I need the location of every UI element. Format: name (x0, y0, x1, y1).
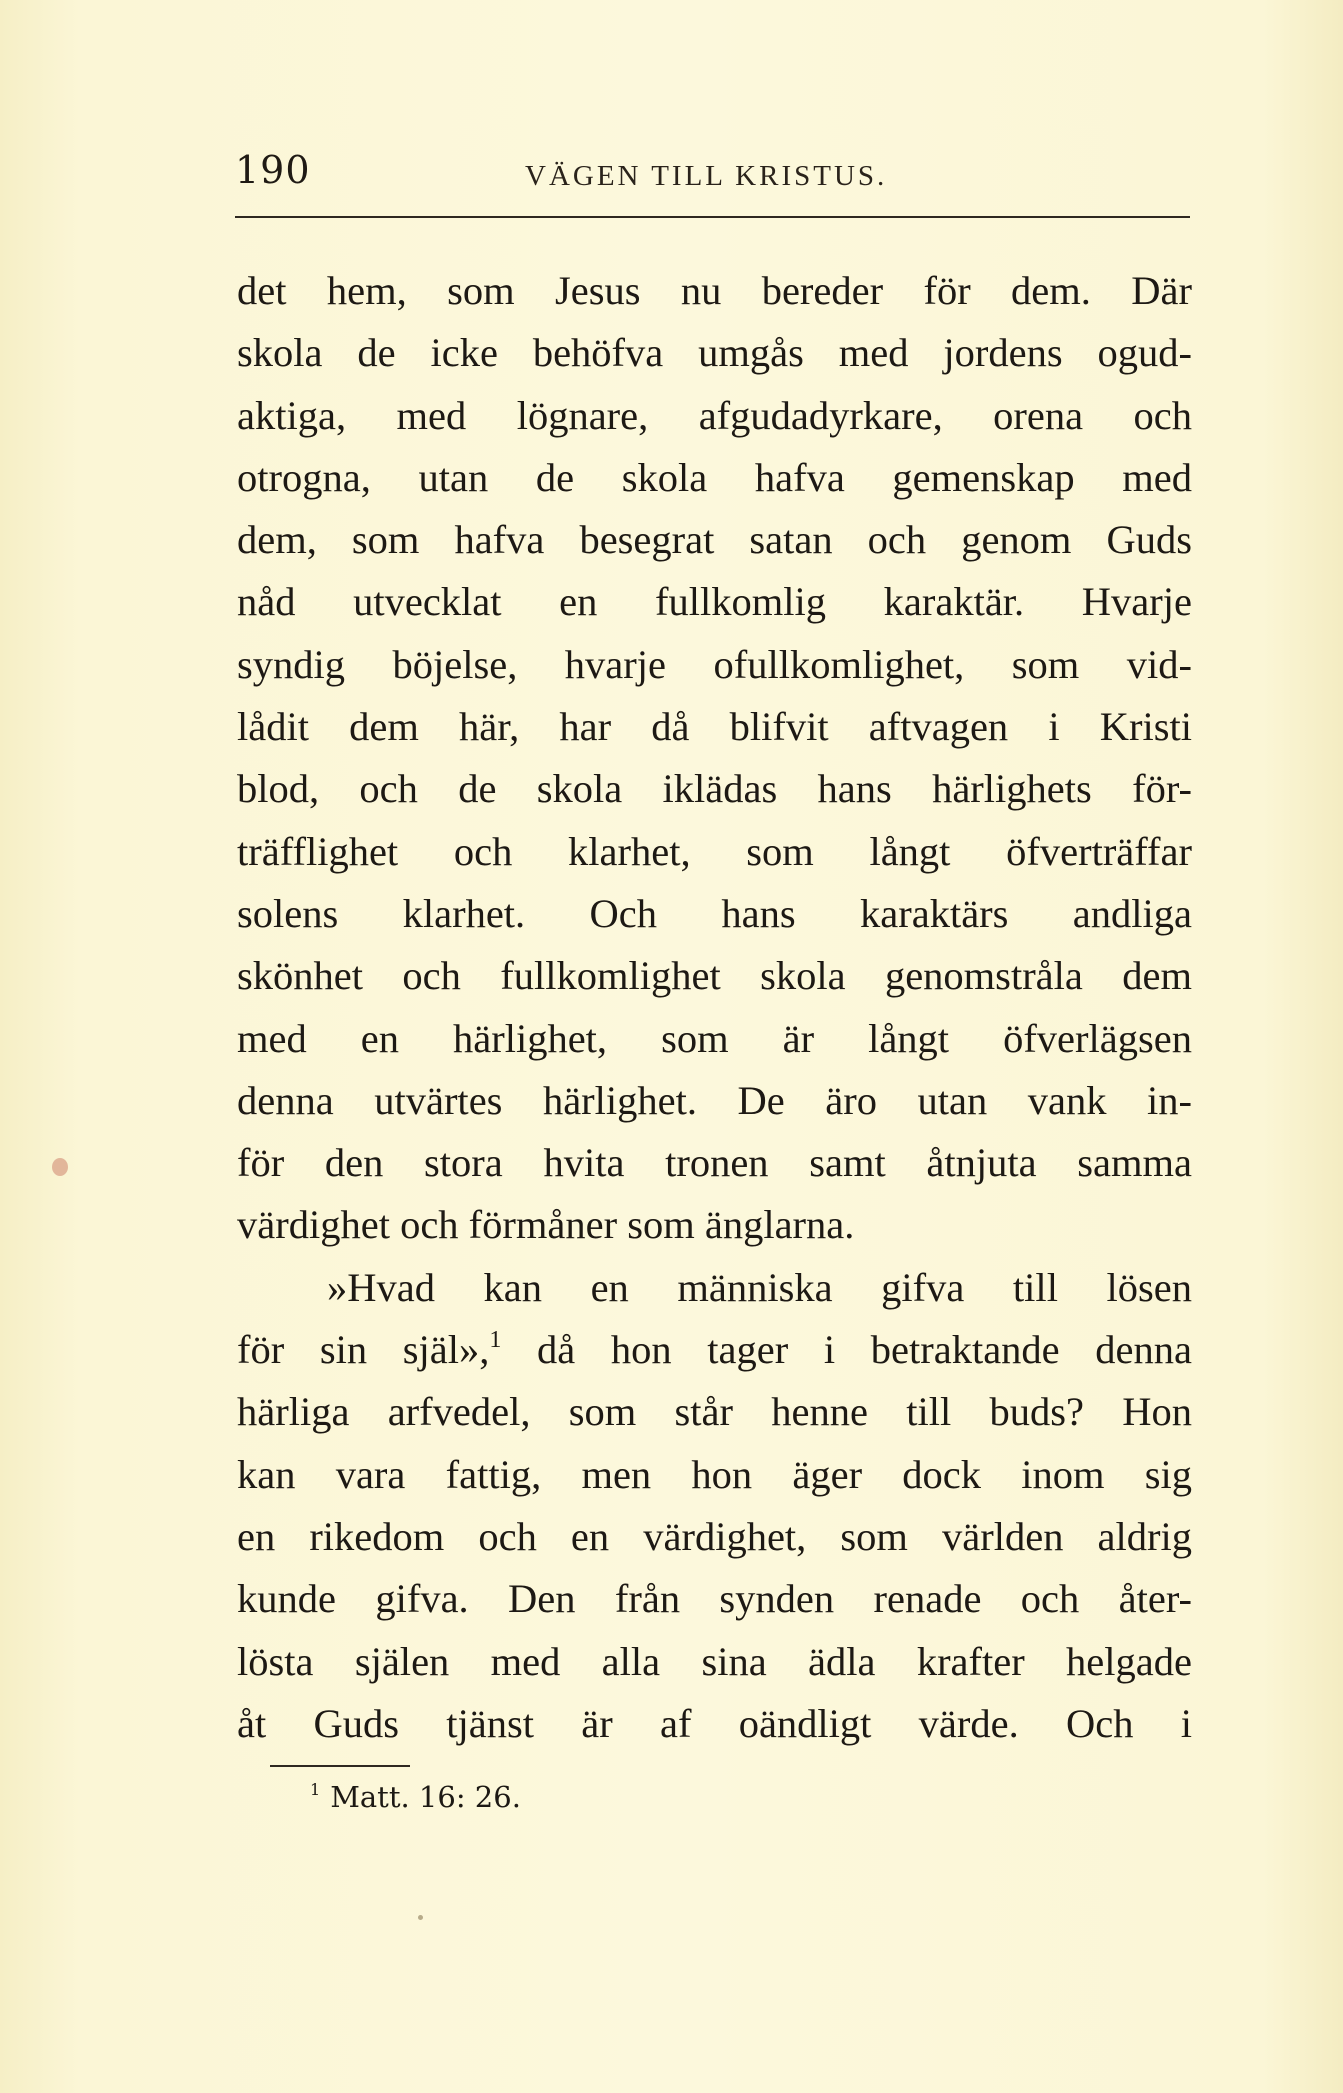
text-line: syndig böjelse, hvarje ofullkomlighet, som vid- (237, 641, 1192, 687)
text-fragment: för sin själ», (237, 1327, 490, 1373)
text-line: kan vara fattig, men hon äger dock inom sig (237, 1451, 1192, 1497)
page-header (235, 148, 1195, 208)
text-line: skönhet och fullkomlighet skola genomstråla dem (237, 953, 1192, 999)
text-line: dem, som hafva besegrat satan och genom Guds (237, 517, 1192, 563)
header-divider (235, 216, 1190, 218)
text-line: det hem, som Jesus nu bereder för dem. Där (237, 268, 1192, 313)
paper-stain (52, 1158, 68, 1176)
text-line: härliga arfvedel, som står henne till buds? Hon (237, 1389, 1192, 1435)
paragraph-start-line: »Hvad kan en människa gifva till lösen (327, 1264, 1192, 1310)
text-line: denna utvärtes härlighet. De äro utan vank in- (237, 1077, 1192, 1123)
text-line: skola de icke behöfva umgås med jordens ogud- (237, 330, 1192, 376)
paper-stain (418, 1915, 423, 1920)
text-line: lösta själen med alla sina ädla krafter helgade (237, 1638, 1192, 1684)
text-line: för den stora hvita tronen samt åtnjuta samma (237, 1140, 1192, 1186)
text-line: nåd utvecklat en fullkomlig karaktär. Hvarje (237, 579, 1192, 625)
text-line-with-footnote (237, 1319, 1192, 1381)
footnote-text: Matt. 16: 26. (330, 1780, 521, 1814)
footnote-reference: 1 (489, 1327, 502, 1354)
text-line: blod, och de skola iklädas hans härlighets för- (237, 766, 1192, 812)
footnote (310, 1780, 521, 1814)
text-line: en rikedom och en värdighet, som världen aldrig (237, 1513, 1192, 1559)
text-line: otrogna, utan de skola hafva gemenskap med (237, 454, 1192, 500)
running-title: VÄGEN TILL KRISTUS. (525, 160, 888, 192)
body-text (237, 260, 1192, 1755)
text-line: träfflighet och klarhet, som långt öfverträffar (237, 828, 1192, 874)
text-line: åt Guds tjänst är af oändligt värde. Och i (237, 1700, 1192, 1746)
page-number: 190 (235, 148, 311, 192)
text-line: lådit dem här, har då blifvit aftvagen i Kristi (237, 704, 1192, 750)
text-line: värdighet och förmåner som änglarna. (237, 1202, 855, 1248)
text-line: solens klarhet. Och hans karaktärs andliga (237, 890, 1192, 936)
text-line: kunde gifva. Den från synden renade och åter- (237, 1576, 1192, 1622)
footnote-marker: 1 (310, 1780, 321, 1799)
text-line: aktiga, med lögnare, afgudadyrkare, orena och (237, 392, 1192, 438)
text-fragment: då hon tager i betraktande denna (501, 1327, 1192, 1373)
footnote-divider (270, 1765, 410, 1767)
text-line: med en härlighet, som är långt öfverlägsen (237, 1015, 1192, 1061)
